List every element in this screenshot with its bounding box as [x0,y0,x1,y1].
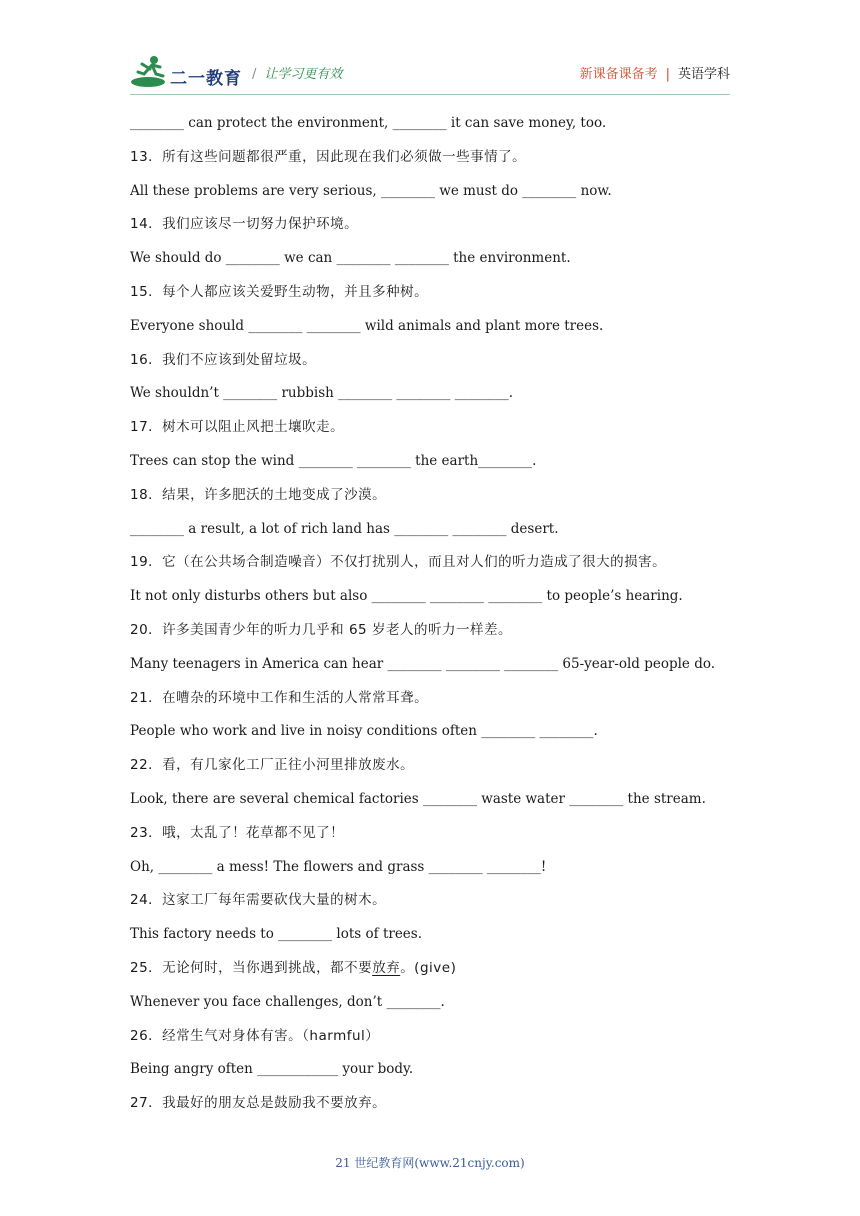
header-course-info [580,63,730,82]
question-chinese [130,418,344,436]
subject-label: 英语学科 [677,67,730,82]
page-footer: 21 世纪教育网(www.21cnjy.com) [335,1156,525,1170]
question-chinese [130,824,344,842]
answer-sentence [130,790,706,808]
line-text: Whenever you face challenges, don’t ________. [130,994,445,1010]
line-text: People who work and live in noisy conditions often ________ ________. [130,723,598,739]
line-text: 26．经常生气对身体有害。（harmful） [130,1028,380,1044]
answer-sentence [130,182,612,200]
line-text: All these problems are very serious, ________ we must do ________ now. [130,183,612,199]
question-chinese [130,959,456,977]
answer-sentence [130,452,536,470]
line-text: 18．结果，许多肥沃的土地变成了沙漠。 [130,487,387,503]
answer-sentence [130,587,683,605]
line-text: 24．这家工厂每年需要砍伐大量的树木。 [130,892,387,908]
logo-text: 二一教育 [170,69,242,89]
answer-sentence [130,520,559,538]
line-text: This factory needs to ________ lots of trees. [130,926,423,942]
line-text: Many teenagers in America can hear ________ ________ ________ 65-year-old people do. [130,656,716,672]
question-chinese [130,553,666,571]
runner-logo-icon [130,54,170,90]
slogan [252,63,342,82]
question-chinese [130,621,512,639]
question-chinese [130,351,316,369]
answer-sentence [130,993,445,1011]
question-chinese [130,283,428,301]
line-text: We shouldn’t ________ rubbish ________ ________ ________. [130,385,513,401]
answer-sentence [130,925,422,943]
line-text: Oh, ________ a mess! The flowers and grass ________ ________! [130,859,547,875]
line-text: Being angry often ____________ your body. [130,1061,414,1077]
line-text: We should do ________ we can ________ ________ the environment. [130,250,571,266]
question-chinese [130,689,428,707]
line-text: 16．我们不应该到处留垃圾。 [130,352,317,368]
line-suffix: 。(give) [400,960,457,976]
page-header [130,52,730,92]
answer-sentence [130,655,715,673]
question-chinese [130,1027,379,1045]
line-text: 19．它（在公共场合制造噪音）不仅打扰别人，而且对人们的听力造成了很大的损害。 [130,554,667,570]
line-text: 27．我最好的朋友总是鼓励我不要放弃。 [130,1095,387,1111]
answer-sentence [130,858,546,876]
question-chinese [130,148,526,166]
line-text: 13．所有这些问题都很严重，因此现在我们必须做一些事情了。 [130,149,527,165]
answer-sentence [130,384,513,402]
line-text: ________ a result, a lot of rich land has ________ ________ desert. [130,521,559,537]
line-text: Look, there are several chemical factories ________ waste water ________ the stream. [130,791,706,807]
question-chinese [130,891,386,909]
line-text: It not only disturbs others but also ________ ________ ________ to people’s hearing. [130,588,683,604]
line-text: 22．看，有几家化工厂正往小河里排放废水。 [130,757,415,773]
line-text: 15．每个人都应该关爱野生动物，并且多种树。 [130,284,429,300]
question-chinese [130,756,414,774]
underlined-word: 放弃 [372,960,401,976]
answer-sentence [130,1060,413,1078]
answer-sentence [130,114,606,132]
question-chinese [130,215,358,233]
slogan-divider: / [252,67,257,82]
answer-sentence [130,722,598,740]
slogan-text: 让学习更有效 [264,67,343,82]
line-text: Trees can stop the wind ________ ________ the earth________. [130,453,537,469]
question-chinese [130,1094,386,1112]
line-text: 23．哦，太乱了！花草都不见了！ [130,825,345,841]
line-text: ________ can protect the environment, ________ it can save money, too. [130,115,607,131]
header-divider [130,94,730,95]
line-text: 17．树木可以阻止风把土壤吹走。 [130,419,345,435]
line-text: 14．我们应该尽一切努力保护环境。 [130,216,359,232]
course-label: 新课备课备考 [579,67,658,82]
header-separator: | [665,67,670,82]
line-text: Everyone should ________ ________ wild animals and plant more trees. [130,318,604,334]
question-chinese [130,486,386,504]
line-text: 20．许多美国青少年的听力几乎和 65 岁老人的听力一样差。 [130,622,512,638]
logo [130,54,250,90]
answer-sentence [130,249,571,267]
line-text: 21．在嘈杂的环境中工作和生活的人常常耳聋。 [130,690,429,706]
line-text: 25．无论何时，当你遇到挑战，都不要 [130,960,373,976]
answer-sentence [130,317,603,335]
